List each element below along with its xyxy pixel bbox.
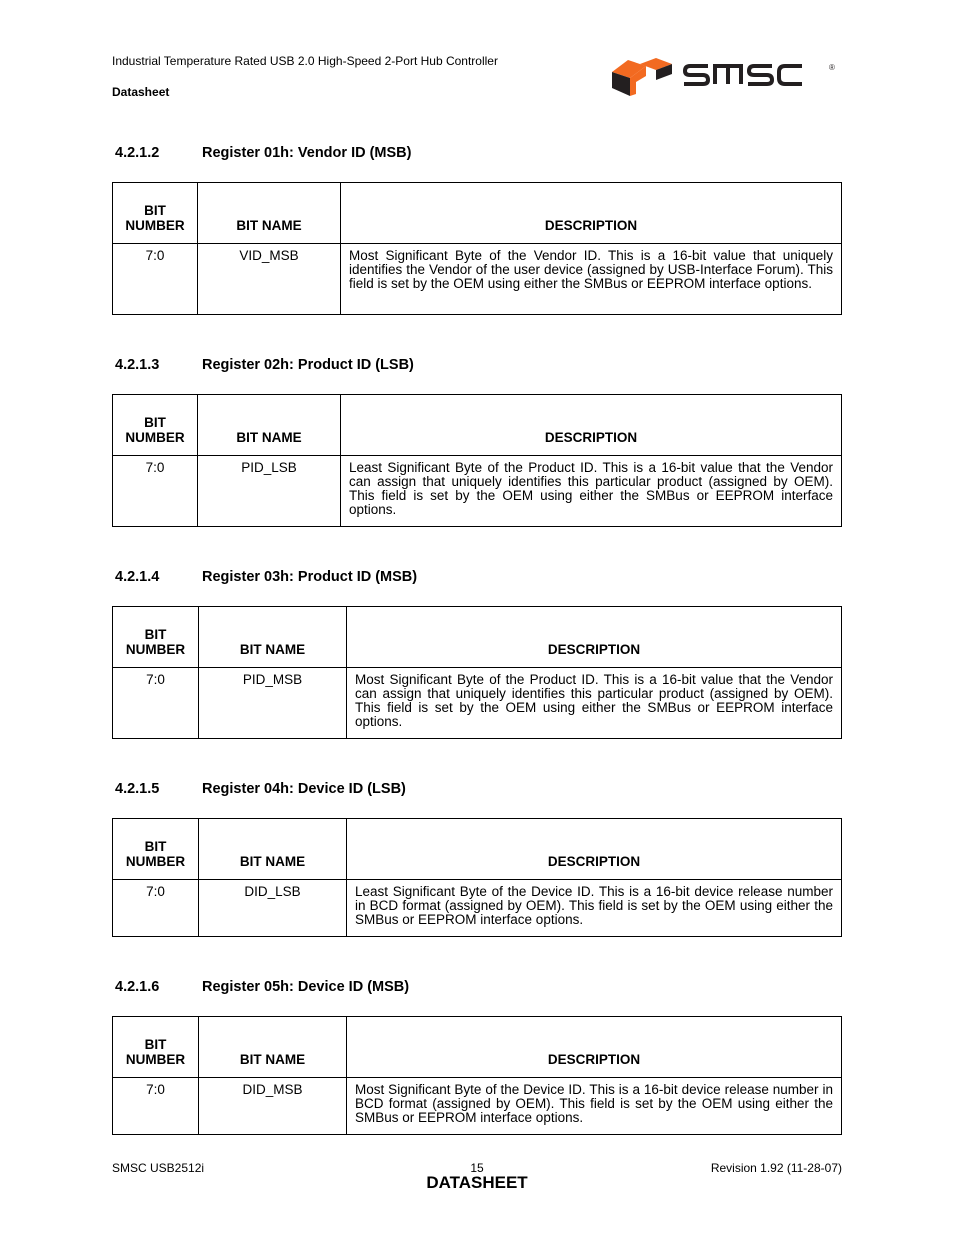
register-table [112, 818, 842, 937]
col-description: DESCRIPTION [341, 183, 842, 244]
bit-number-cell: 7:0 [113, 244, 198, 315]
description-cell: Most Significant Byte of the Vendor ID. This is a 16-bit value that uniquely identifies the Vendor of the user device (assigned by USB-Interface Forum). This field is set by the OEM using either the SMBus or EEPROM interface options. [341, 244, 842, 315]
section-title: Register 01h: Vendor ID (MSB) [202, 145, 412, 161]
bit-name-cell: PID_MSB [199, 668, 347, 739]
section-register-05h [112, 977, 842, 1125]
section-number: 4.2.1.5 [115, 781, 160, 797]
section-title: Register 05h: Device ID (MSB) [202, 979, 410, 995]
bit-number-cell: 7:0 [113, 668, 199, 739]
description-cell: Most Significant Byte of the Device ID. This is a 16-bit device release number in BCD format (assigned by OEM). This field is set by the OEM using either the SMBus or EEPROM interface options. [347, 1078, 842, 1135]
bit-number-cell: 7:0 [113, 456, 198, 527]
table-row [113, 880, 842, 937]
section-number: 4.2.1.6 [115, 979, 160, 995]
description-cell: Least Significant Byte of the Product ID. This is a 16-bit value that the Vendor can assign that uniquely identifies this particular product (assigned by OEM). This field is set by the OEM using either the SMBus or EEPROM interface options. [341, 456, 842, 527]
footer-page-number: 15 [470, 1161, 484, 1175]
bit-name-cell: DID_LSB [199, 880, 347, 937]
table-row [113, 456, 842, 527]
col-bit-name: BIT NAME [199, 1017, 347, 1078]
col-description: DESCRIPTION [347, 607, 842, 668]
table-row [113, 244, 842, 315]
register-table [112, 1016, 842, 1135]
col-bit-name: BIT NAME [198, 395, 341, 456]
col-description: DESCRIPTION [341, 395, 842, 456]
section-number: 4.2.1.4 [115, 569, 160, 585]
cube-mark-icon [612, 58, 672, 96]
table-row [113, 668, 842, 739]
bit-number-cell: 7:0 [113, 1078, 199, 1135]
description-cell: Least Significant Byte of the Device ID. This is a 16-bit device release number in BCD format (assigned by OEM). This field is set by the OEM using either the SMBus or EEPROM interface options. [347, 880, 842, 937]
register-table [112, 182, 842, 315]
section-number: 4.2.1.2 [115, 145, 160, 161]
section-register-03h [112, 567, 842, 729]
col-bit-number: BIT NUMBER [113, 1017, 199, 1078]
document-title: Industrial Temperature Rated USB 2.0 High-Speed 2-Port Hub Controller [112, 54, 498, 68]
section-number: 4.2.1.3 [115, 357, 160, 373]
svg-text:®: ® [829, 63, 835, 72]
col-bit-name: BIT NAME [199, 607, 347, 668]
section-title: Register 04h: Device ID (LSB) [202, 781, 406, 797]
col-bit-name: BIT NAME [199, 819, 347, 880]
col-bit-name: BIT NAME [198, 183, 341, 244]
col-bit-number: BIT NUMBER [113, 395, 198, 456]
footer-datasheet-label: DATASHEET [426, 1173, 528, 1192]
bit-name-cell: PID_LSB [198, 456, 341, 527]
smsc-logo [610, 54, 840, 98]
table-row [113, 1078, 842, 1135]
col-bit-number: BIT NUMBER [113, 183, 198, 244]
section-register-04h [112, 779, 842, 927]
footer-product: SMSC USB2512i [112, 1161, 205, 1175]
section-title: Register 03h: Product ID (MSB) [202, 569, 418, 585]
col-description: DESCRIPTION [347, 1017, 842, 1078]
section-register-01h [112, 143, 842, 291]
bit-name-cell: DID_MSB [199, 1078, 347, 1135]
logo-letters [684, 66, 802, 84]
description-cell: Most Significant Byte of the Product ID. This is a 16-bit value that the Vendor can assign that uniquely identifies this particular product (assigned by OEM). This field is set by the OEM using either the SMBus or EEPROM interface options. [347, 668, 842, 739]
register-table [112, 606, 842, 739]
register-table [112, 394, 842, 527]
col-bit-number: BIT NUMBER [113, 607, 199, 668]
document-type: Datasheet [112, 85, 170, 99]
col-bit-number: BIT NUMBER [113, 819, 199, 880]
col-description: DESCRIPTION [347, 819, 842, 880]
bit-name-cell: VID_MSB [198, 244, 341, 315]
footer-revision: Revision 1.92 (11-28-07) [710, 1161, 842, 1175]
section-title: Register 02h: Product ID (LSB) [202, 357, 414, 373]
bit-number-cell: 7:0 [113, 880, 199, 937]
section-register-02h [112, 355, 842, 517]
